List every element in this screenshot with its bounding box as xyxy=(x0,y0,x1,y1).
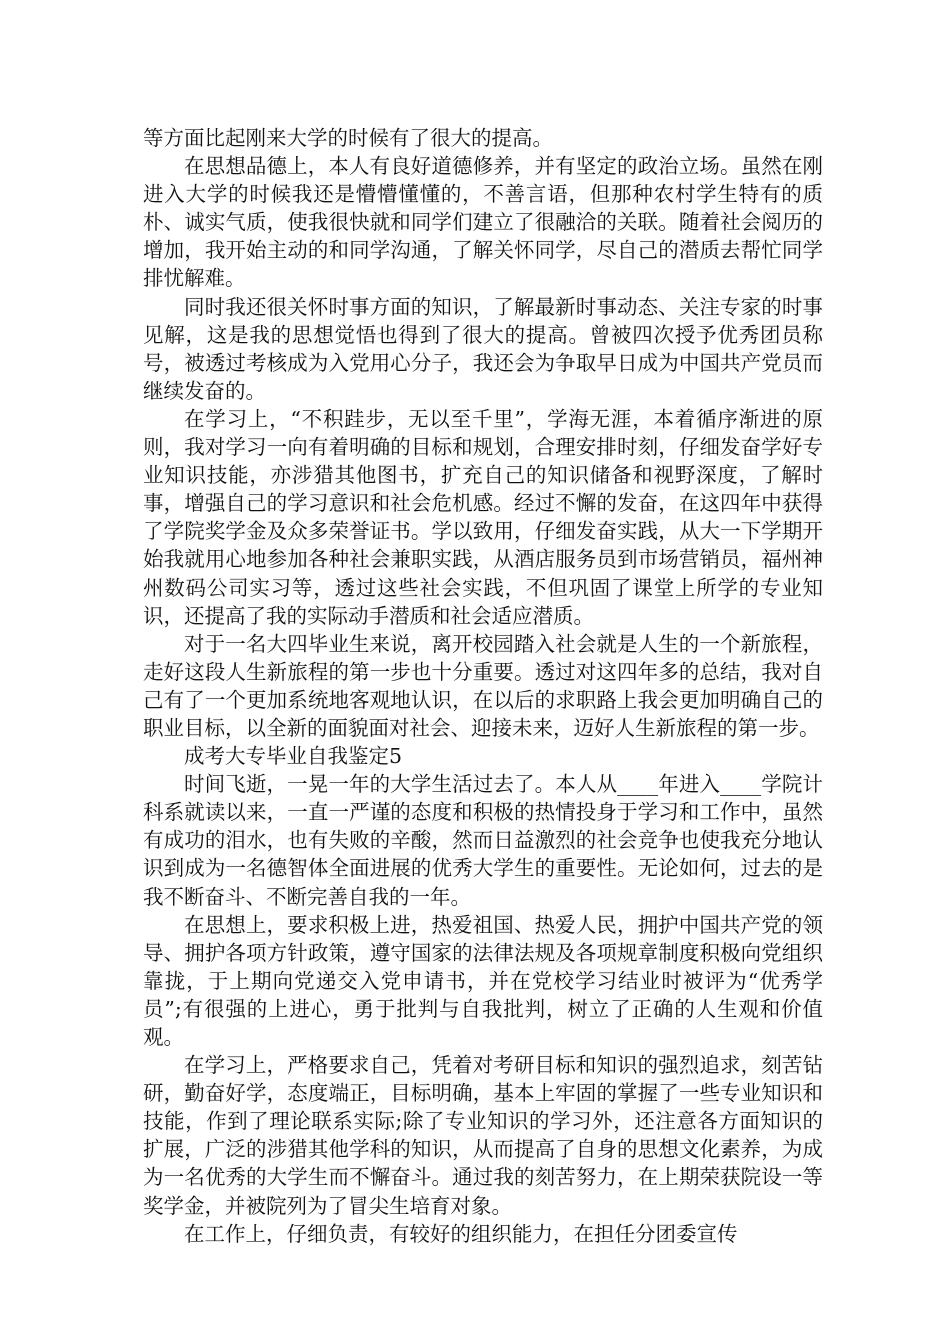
paragraph: 等方面比起刚来大学的时候有了很大的提高。 xyxy=(143,126,553,150)
paragraph: 对于一名大四毕业生来说，离开校园踏入社会就是人生的一个新旅程，走好这段人生新旅程的第一步也十分重要。透过对这四年多的总结，我对自己有了一个更加系统地客观地认识，在以后的求职路上我会更加明确自己的职业目标，以全新的面貌面对社会、迎接未来，迈好人生新旅程的第一步。 xyxy=(143,631,823,740)
paragraph: 在思想品德上，本人有良好道德修养，并有坚定的政治立场。虽然在刚进入大学的时候我还是懵懵懂懂的，不善言语，但那种农村学生特有的质朴、诚实气质，使我很快就和同学们建立了很融洽的关联。随着社会阅历的增加，我开始主动的和同学沟通，了解关怀同学，尽自己的潜质去帮忙同学排忧解难。 xyxy=(143,154,823,291)
section-heading: 成考大专毕业自我鉴定5 xyxy=(184,744,403,769)
paragraph: 在工作上，仔细负责，有较好的组织能力，在担任分团委宣传 xyxy=(184,1221,738,1246)
paragraph: 同时我还很关怀时事方面的知识，了解最新时事动态、关注专家的时事见解，这是我的思想觉悟也得到了很大的提高。曾被四次授予优秀团员称号，被透过考核成为入党用心分子，我还会为争取早日成为中国共产党员而继续发奋的。 xyxy=(143,294,823,403)
paragraph: 在学习上，“不积跬步，无以至千里”，学海无涯，本着循序渐进的原则，我对学习一向有着明确的目标和规划，合理安排时刻，仔细发奋学好专业知识技能，亦涉猎其他图书，扩充自己的知识储备和视野深度，了解时事，增强自己的学习意识和社会危机感。经过不懈的发奋，在这四年中获得了学院奖学金及众多荣誉证书。学以致用，仔细发奋实践，从大一下学期开始我就用心地参加各种社会兼职实践，从酒店服务员到市场营销员，福州神州数码公司实习等，透过这些社会实践，不但巩固了课堂上所学的专业知识，还提高了我的实际动手潜质和社会适应潜质。 xyxy=(143,406,823,628)
paragraph: 在学习上，严格要求自己，凭着对考研目标和知识的强烈追求，刻苦钻研，勤奋好学，态度端正，目标明确，基本上牢固的掌握了一些专业知识和技能，作到了理论联系实际;除了专业知识的学习外，还注意各方面知识的扩展，广泛的涉猎其他学科的知识，从而提高了自身的思想文化素养，为成为一名优秀的大学生而不懈奋斗。通过我的刻苦努力，在上期荣获院设一等奖学金，并被院列为了冒尖生培育对象。 xyxy=(143,1053,823,1218)
document-body xyxy=(143,124,823,1248)
paragraph: 时间飞逝，一晃一年的大学生活过去了。本人从____年进入____学院计科系就读以来，一直一严谨的态度和积极的热情投身于学习和工作中，虽然有成功的泪水，也有失败的辛酸，然而日益激烈的社会竞争也使我充分地认识到成为一名德智体全面进展的优秀大学生的重要性。无论如何，过去的是我不断奋斗、不断完善自我的一年。 xyxy=(143,772,823,909)
paragraph: 在思想上，要求积极上进，热爱祖国、热爱人民，拥护中国共产党的领导、拥护各项方针政策，遵守国家的法律法规及各项规章制度积极向党组织靠拢，于上期向党递交入党申请书，并在党校学习结业时被评为“优秀学员”;有很强的上进心，勇于批判与自我批判，树立了正确的人生观和价值观。 xyxy=(143,912,823,1049)
